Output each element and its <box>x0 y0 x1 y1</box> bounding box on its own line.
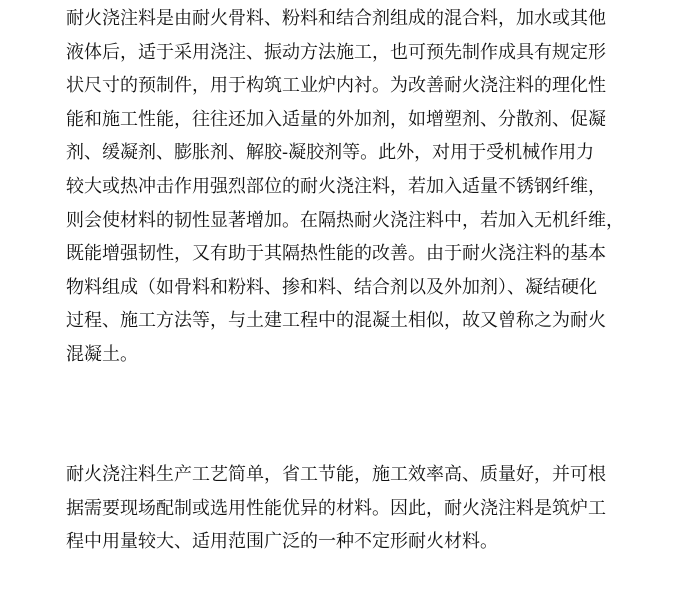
text-line: 液体后，适于采用浇注、振动方法施工，也可预先制作成具有规定形 <box>66 41 606 63</box>
text-line: 程中用量较大、适用范围广泛的一种不定形耐火材料。 <box>66 531 498 553</box>
text-line: 耐火浇注料是由耐火骨料、粉料和结合剂组成的混合料，加水或其他 <box>66 8 606 29</box>
text-line: 剂、缓凝剂、膨胀剂、解胶-凝胶剂等。此外，对用于受机械作用力 <box>66 142 595 164</box>
text-line: 据需要现场配制或选用性能优异的材料。因此，耐火浇注料是筑炉工 <box>66 497 606 519</box>
text-line: 既能增强韧性，又有助于其隔热性能的改善。由于耐火浇注料的基本 <box>66 243 606 265</box>
document-page <box>66 0 626 598</box>
text-line: 能和施工性能，往往还加入适量的外加剂，如增塑剂、分散剂、促凝 <box>66 108 606 130</box>
paragraph-2 <box>66 458 606 559</box>
paragraph-1 <box>66 2 624 372</box>
text-line: 状尺寸的预制件，用于构筑工业炉内衬。为改善耐火浇注料的理化性 <box>66 75 606 97</box>
text-line: 耐火浇注料生产工艺简单，省工节能，施工效率高、质量好，并可根 <box>66 464 606 485</box>
text-line: 混凝土。 <box>66 343 138 365</box>
text-line: 则会使材料的韧性显著增加。在隔热耐火浇注料中，若加入无机纤维， <box>66 209 624 231</box>
text-line: 过程、施工方法等，与土建工程中的混凝土相似，故又曾称之为耐火 <box>66 310 606 332</box>
text-line: 较大或热冲击作用强烈部位的耐火浇注料，若加入适量不锈钢纤维， <box>66 175 606 197</box>
text-line: 物料组成（如骨料和粉料、掺和料、结合剂以及外加剂）、凝结硬化 <box>66 276 597 298</box>
